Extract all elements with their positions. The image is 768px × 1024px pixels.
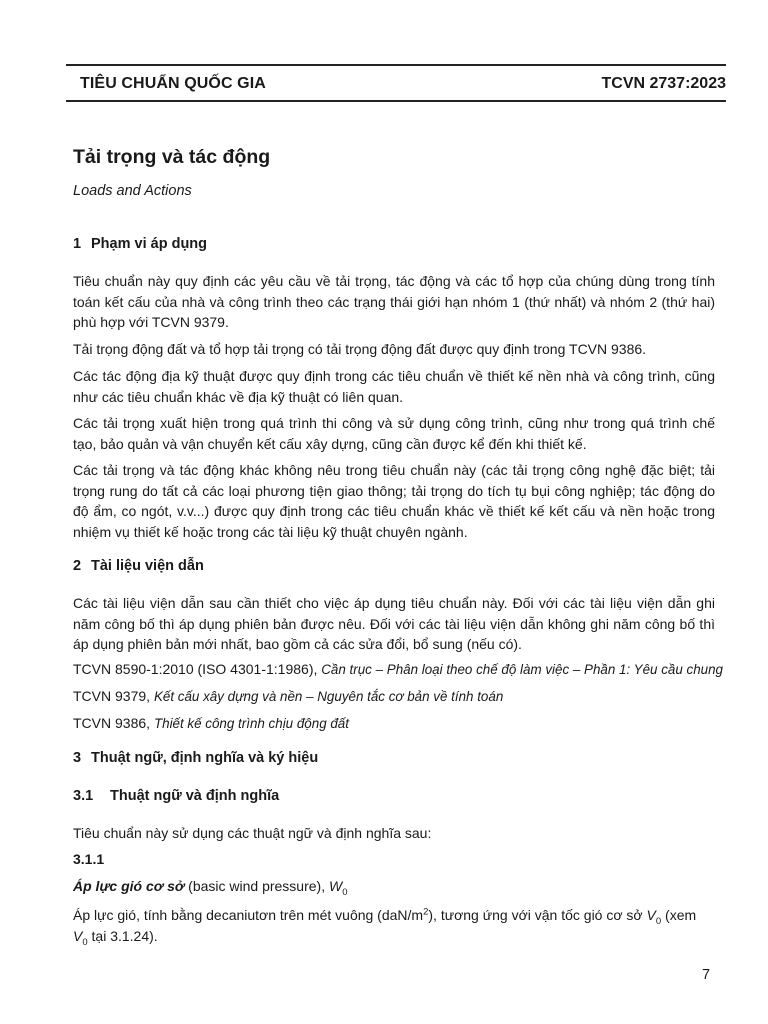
section-number: 1 <box>73 236 82 252</box>
section-number: 2 <box>73 558 82 574</box>
reference-code: TCVN 9379, <box>73 688 151 704</box>
reference-title: Kết cấu xây dựng và nền – Nguyên tắc cơ bản về tính toán <box>153 689 504 704</box>
section-3-heading <box>73 750 715 766</box>
standard-code: TCVN 2737:2023 <box>601 75 726 92</box>
term-symbol-subscript: 0 <box>342 886 348 898</box>
symbol: V <box>73 927 83 944</box>
term-english: (basic wind pressure), <box>184 878 329 894</box>
section-2-intro: Các tài liệu viện dẫn sau cần thiết cho việc áp dụng tiêu chuẩn này. Đối với các tài liệu viện dẫn ghi năm công bố thì áp dụng phiên bản được nêu. Đối với các tài liệu viện dẫn không ghi năm công bố thì áp dụng phiên bản mới nhất, bao gồm cả các sửa đổi, bổ sung (nếu có). <box>73 595 715 652</box>
term-name: Áp lực gió cơ sở <box>73 878 185 894</box>
definition-text: (xem <box>661 907 697 923</box>
standard-label: TIÊU CHUẨN QUỐC GIA <box>80 75 266 92</box>
symbol: V <box>646 907 656 923</box>
definition-text: ), tương ứng với vận tốc gió cơ sở <box>428 907 647 923</box>
symbol-subscript: 0 <box>655 915 662 927</box>
reference-item <box>73 686 715 707</box>
reference-item <box>73 713 715 734</box>
unit-superscript: 2 <box>423 906 429 918</box>
reference-code: TCVN 8590-1:2010 (ISO 4301-1:1986), <box>73 661 318 677</box>
section-1-paragraph: Tải trọng động đất và tổ hợp tải trọng có tải trọng động đất được quy định trong TCVN 9386. <box>73 341 647 357</box>
section-1-paragraph: Tiêu chuẩn này quy định các yêu cầu về tải trọng, tác động và các tổ hợp của chúng dùng trong tính toán kết cấu của nhà và công trình theo các trạng thái giới hạn nhóm 1 (thứ nhất) và nhóm 2 (thứ hai) phù hợp với TCVN 9379. <box>73 273 715 330</box>
subsection-heading <box>73 788 715 804</box>
section-1-paragraph: Các tải trọng và tác động khác không nêu trong tiêu chuẩn này (các tải trọng công nghệ đặc biệt; tải trọng rung do tất cả các loại phương tiện giao thông; tải trọng do tích tụ bụi công nghiệp; tác động do độ ẩm, co ngót, v.v...) được quy định trong các tiêu chuẩn khác về thiết kế kết cấu và nền hoặc trong nhiệm vụ thiết kế hoặc trong các tài liệu kỹ thuật chuyên ngành. <box>73 462 715 540</box>
document-title: Tải trọng và tác động <box>73 146 271 168</box>
reference-title: Thiết kế công trình chịu động đất <box>153 716 349 731</box>
section-1-heading <box>73 236 715 252</box>
term-definition <box>73 905 715 946</box>
term-heading <box>73 878 715 898</box>
reference-title: Cần trục – Phân loại theo chế độ làm việc – Phần 1: Yêu cầu chung <box>321 662 724 677</box>
section-title: Phạm vi áp dụng <box>91 236 208 252</box>
section-title: Thuật ngữ, định nghĩa và ký hiệu <box>91 750 319 766</box>
term-symbol: W <box>328 878 343 894</box>
definition-text: Áp lực gió, tính bằng decaniutơn trên mét vuông (daN/m <box>73 907 424 923</box>
section-2-heading <box>73 558 715 574</box>
section-3-intro: Tiêu chuẩn này sử dụng các thuật ngữ và định nghĩa sau: <box>73 825 432 841</box>
section-1-paragraph: Các tải trọng xuất hiện trong quá trình thi công và sử dụng công trình, cũng như trong quá trình chế tạo, bảo quản và vận chuyển kết cấu xây dựng, cũng cần được kể đến khi thiết kế. <box>73 415 715 452</box>
reference-item <box>73 659 724 680</box>
section-title: Tài liệu viện dẫn <box>91 558 204 574</box>
definition-text: tại 3.1.24). <box>87 927 158 944</box>
section-number: 3 <box>73 750 82 766</box>
document-subtitle: Loads and Actions <box>73 183 192 199</box>
symbol-subscript: 0 <box>82 936 88 948</box>
section-1-paragraph: Các tác động địa kỹ thuật được quy định trong các tiêu chuẩn về thiết kế nền nhà và công trình, cũng như các tiêu chuẩn khác về địa kỹ thuật có liên quan. <box>73 368 715 405</box>
subsection-title: Thuật ngữ và định nghĩa <box>110 788 280 804</box>
page-header <box>66 64 726 102</box>
reference-code: TCVN 9386, <box>73 715 151 731</box>
term-number: 3.1.1 <box>73 851 105 867</box>
page-number: 7 <box>702 967 711 983</box>
subsection-number: 3.1 <box>73 788 94 804</box>
